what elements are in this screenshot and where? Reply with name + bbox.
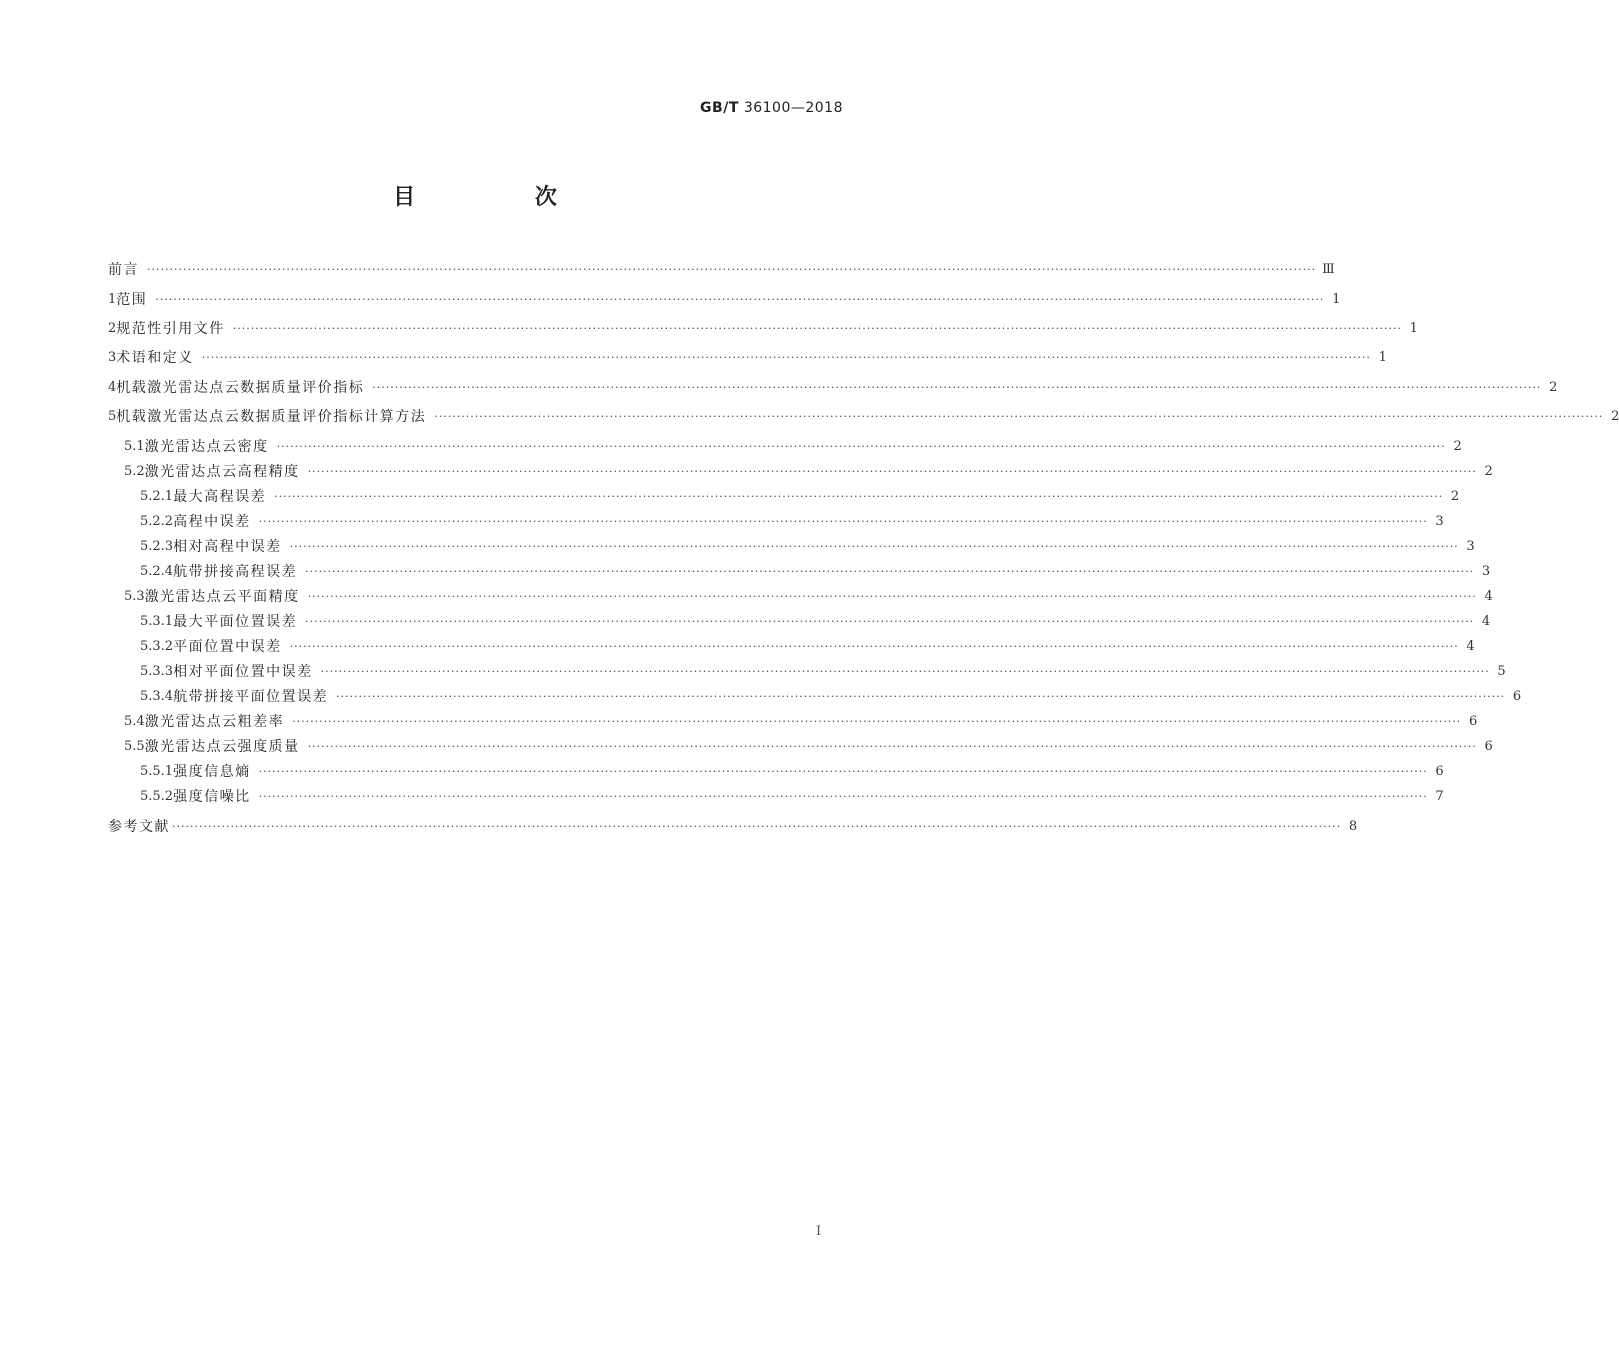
toc-entry-title: 激光雷达点云粗差率 [144, 714, 285, 730]
toc-entry[interactable] [108, 288, 1341, 312]
toc-entry[interactable] [108, 735, 1493, 759]
toc-entry-page: 2 [1450, 489, 1460, 504]
toc-entry-number: 5.3 [124, 589, 145, 604]
toc-entry-number: 3 [108, 350, 117, 365]
toc-dot-leader: ···································································································································································································································································· [258, 765, 1428, 778]
toc-entry[interactable] [108, 560, 1491, 584]
toc-dot-leader: ···································································································································································································································································· [305, 615, 1475, 628]
toc-entry-page: 7 [1435, 789, 1444, 804]
toc-entry-page: 8 [1348, 819, 1358, 834]
toc-entry-number: 5.4 [124, 714, 145, 729]
toc-dot-leader: ···································································································································································································································································· [434, 410, 1604, 423]
toc-dot-leader: ···································································································································································································································································· [289, 540, 1459, 553]
toc-entry-title: 术语和定义 [116, 350, 194, 366]
standard-prefix: GB/T [700, 100, 739, 116]
toc-entry-title: 相对高程中误差 [173, 539, 282, 555]
toc-entry-number: 5.3.2 [140, 639, 174, 654]
toc-entry-title: 强度信噪比 [173, 789, 251, 805]
toc-entry[interactable] [108, 535, 1475, 559]
toc-dot-leader: ···································································································································································································································································· [372, 381, 1542, 394]
toc-entry[interactable] [108, 435, 1462, 459]
toc-entry-title: 最大平面位置误差 [173, 614, 298, 630]
toc-entry[interactable] [108, 685, 1522, 709]
toc-entry[interactable] [108, 815, 1358, 839]
toc-entry-title: 激光雷达点云密度 [144, 439, 269, 455]
toc-dot-leader: ···································································································································································································································································· [274, 490, 1444, 503]
toc-entry-number: 5.2 [124, 464, 145, 479]
toc-entry-page: 2 [1549, 380, 1558, 395]
toc-entry-number: 5.2.3 [140, 539, 174, 554]
toc-entry-title: 规范性引用文件 [116, 321, 225, 337]
toc-entry-number: 5.5.2 [140, 789, 174, 804]
toc-entry[interactable] [108, 485, 1460, 509]
toc-entry-title: 高程中误差 [173, 514, 251, 530]
toc-entry-number: 1 [108, 292, 117, 307]
toc-dot-leader: ···································································································································································································································································· [258, 515, 1428, 528]
page-number: I [816, 1224, 822, 1239]
toc-entry-page: 3 [1466, 539, 1475, 554]
toc-dot-leader: ···································································································································································································································································· [155, 293, 1325, 306]
toc-entry-page: 4 [1466, 639, 1475, 654]
toc-entry-page: 1 [1332, 292, 1341, 307]
toc-entry-page: 1 [1409, 321, 1418, 336]
standard-number [700, 100, 843, 116]
toc-entry[interactable] [108, 760, 1444, 784]
toc-entry-title: 范围 [116, 292, 148, 308]
toc-dot-leader: ···································································································································································································································································· [336, 690, 1506, 703]
toc-entry-title: 航带拼接平面位置误差 [173, 689, 329, 705]
toc-entry-page: 3 [1481, 564, 1491, 579]
toc-entry-page: 4 [1484, 589, 1493, 604]
toc-entry[interactable] [108, 376, 1558, 400]
toc-entry-page: 4 [1481, 614, 1491, 629]
toc-entry[interactable] [108, 258, 1335, 282]
toc-entry-page: 6 [1512, 689, 1522, 704]
toc-entry-title: 激光雷达点云高程精度 [144, 464, 300, 480]
toc-entry[interactable] [108, 585, 1493, 609]
toc-entry-page: 2 [1484, 464, 1493, 479]
toc-entry-title: 参考文献 [108, 819, 170, 835]
toc-entry-page: 3 [1435, 514, 1444, 529]
toc-entry-page: 1 [1378, 350, 1387, 365]
toc-entry-title: 机载激光雷达点云数据质量评价指标计算方法 [116, 409, 427, 425]
toc-dot-leader: ···································································································································································································································································· [305, 565, 1475, 578]
toc-entry[interactable] [108, 785, 1444, 809]
toc-entry-title: 平面位置中误差 [173, 639, 282, 655]
toc-entry-number: 5.5 [124, 739, 145, 754]
toc-entry-page: 6 [1435, 764, 1444, 779]
toc-entry-title: 机载激光雷达点云数据质量评价指标 [116, 380, 365, 396]
toc-entry-number: 5.3.4 [140, 689, 174, 704]
toc-entry[interactable] [108, 346, 1387, 370]
toc-entry[interactable] [108, 317, 1418, 341]
toc-entry-page: 5 [1497, 664, 1506, 679]
toc-dot-leader: ···································································································································································································································································· [276, 440, 1446, 453]
toc-entry-page: 6 [1469, 714, 1478, 729]
toc-dot-leader: ···································································································································································································································································· [201, 351, 1371, 364]
toc-entry[interactable] [108, 610, 1491, 634]
toc-dot-leader: ···································································································································································································································································· [147, 263, 1317, 276]
toc-entry-title: 激光雷达点云强度质量 [144, 739, 300, 755]
toc-entry-title: 前言 [108, 262, 139, 278]
toc-entry[interactable] [108, 405, 1619, 429]
toc-entry[interactable] [108, 460, 1493, 484]
toc-entry-number: 5.2.1 [140, 489, 174, 504]
toc-entry-title: 相对平面位置中误差 [173, 664, 313, 680]
toc-dot-leader: ···································································································································································································································································· [292, 715, 1462, 728]
standard-code: 36100—2018 [743, 100, 843, 116]
toc-dot-leader: ···································································································································································································································································· [307, 465, 1477, 478]
toc-entry[interactable] [108, 635, 1475, 659]
toc-entry-number: 5.1 [124, 439, 145, 454]
toc-entry-title: 最大高程误差 [173, 489, 267, 505]
toc-dot-leader: ···································································································································································································································································· [307, 740, 1477, 753]
toc-entry-title: 激光雷达点云平面精度 [144, 589, 300, 605]
page-title: 目 次 [393, 185, 613, 210]
toc-entry-number: 2 [108, 321, 117, 336]
toc-dot-leader: ···································································································································································································································································· [172, 820, 1342, 833]
toc-dot-leader: ···································································································································································································································································· [320, 665, 1490, 678]
toc-dot-leader: ···································································································································································································································································· [258, 790, 1428, 803]
toc-dot-leader: ···································································································································································································································································· [289, 640, 1459, 653]
toc-entry-number: 5.2.4 [140, 564, 174, 579]
toc-entry-title: 强度信息熵 [173, 764, 251, 780]
toc-entry[interactable] [108, 510, 1444, 534]
toc-dot-leader: ···································································································································································································································································· [307, 590, 1477, 603]
toc-entry-number: 5.5.1 [140, 764, 174, 779]
toc-entry-number: 5.3.3 [140, 664, 174, 679]
toc-entry-page: Ⅲ [1322, 262, 1335, 277]
toc-entry-title: 航带拼接高程误差 [173, 564, 298, 580]
toc-entry[interactable] [108, 660, 1506, 684]
toc-entry[interactable] [108, 710, 1478, 734]
toc-entry-page: 2 [1611, 409, 1619, 424]
toc-entry-page: 2 [1453, 439, 1462, 454]
toc-entry-number: 5.3.1 [140, 614, 174, 629]
toc-entry-number: 4 [108, 380, 117, 395]
toc-entry-number: 5.2.2 [140, 514, 174, 529]
toc-entry-page: 6 [1484, 739, 1493, 754]
toc-dot-leader: ···································································································································································································································································· [232, 322, 1402, 335]
toc-entry-number: 5 [108, 409, 117, 424]
